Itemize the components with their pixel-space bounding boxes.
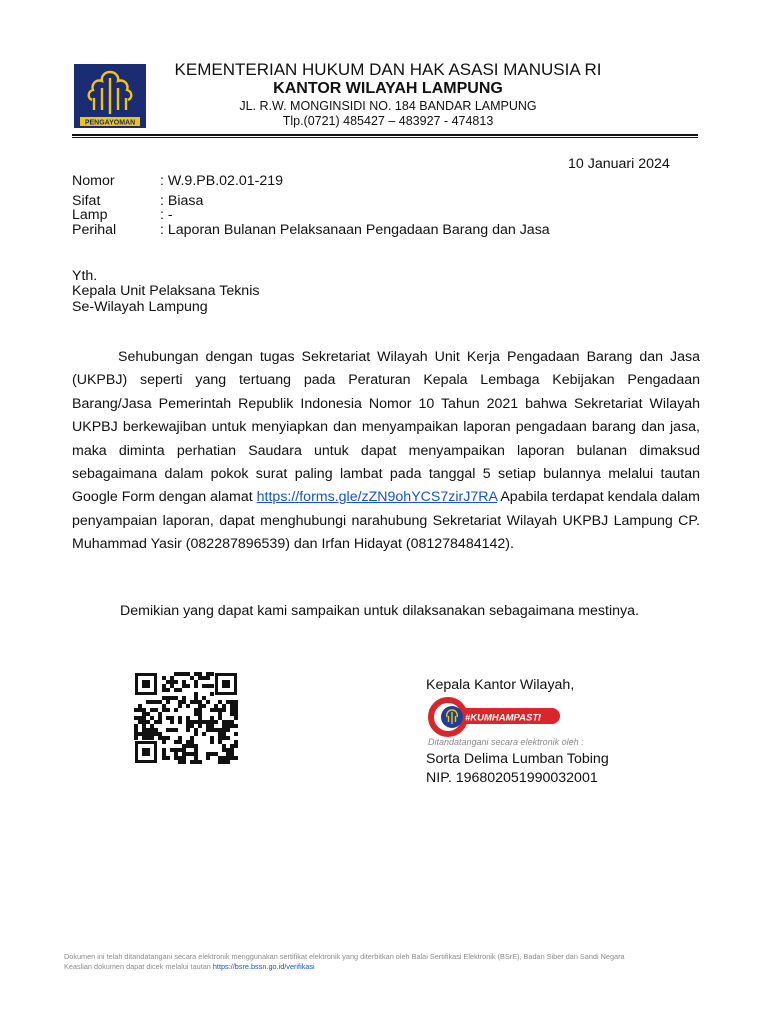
qr-module bbox=[150, 700, 154, 704]
qr-module bbox=[218, 756, 222, 760]
qr-module bbox=[166, 756, 170, 760]
qr-module bbox=[214, 708, 218, 712]
qr-module bbox=[154, 700, 158, 704]
qr-module bbox=[222, 732, 226, 736]
qr-module bbox=[226, 720, 230, 724]
qr-module bbox=[170, 696, 174, 700]
qr-module bbox=[230, 704, 234, 708]
qr-module bbox=[214, 720, 218, 724]
qr-module bbox=[186, 740, 190, 744]
qr-module bbox=[142, 712, 146, 716]
qr-module bbox=[234, 716, 238, 720]
qr-module bbox=[218, 740, 222, 744]
qr-module bbox=[186, 704, 190, 708]
qr-module bbox=[194, 700, 198, 704]
qr-module bbox=[170, 676, 174, 680]
qr-module bbox=[198, 720, 202, 724]
qr-module bbox=[194, 744, 198, 748]
qr-module bbox=[182, 672, 186, 676]
logo-caption: PENGAYOMAN bbox=[84, 119, 136, 127]
qr-module bbox=[218, 732, 222, 736]
letter-date: 10 Januari 2024 bbox=[568, 156, 670, 172]
qr-module bbox=[162, 696, 166, 700]
qr-module bbox=[162, 688, 166, 692]
qr-module bbox=[194, 692, 198, 696]
qr-module bbox=[206, 756, 210, 760]
footer-prefix: Keaslian dokumen dapat dicek melalui tautan bbox=[64, 962, 213, 971]
qr-module bbox=[166, 736, 170, 740]
qr-module bbox=[202, 732, 206, 736]
qr-module bbox=[170, 728, 174, 732]
qr-module bbox=[138, 708, 142, 712]
qr-module bbox=[174, 728, 178, 732]
qr-module bbox=[186, 720, 190, 724]
qr-module bbox=[166, 728, 170, 732]
qr-module bbox=[198, 708, 202, 712]
qr-module bbox=[174, 680, 178, 684]
qr-module bbox=[190, 700, 194, 704]
qr-module bbox=[182, 748, 186, 752]
qr-module bbox=[170, 716, 174, 720]
qr-module bbox=[182, 696, 186, 700]
qr-module bbox=[226, 760, 230, 764]
body-paragraph bbox=[72, 346, 700, 557]
google-form-link[interactable]: https://forms.gle/zZN9ohYCS7zirJ7RA bbox=[256, 489, 498, 506]
qr-module bbox=[178, 748, 182, 752]
qr-module bbox=[158, 716, 162, 720]
qr-module bbox=[190, 744, 194, 748]
qr-module bbox=[190, 724, 194, 728]
qr-module bbox=[206, 720, 210, 724]
qr-module bbox=[162, 736, 166, 740]
office-address: JL. R.W. MONGINSIDI NO. 184 BANDAR LAMPUNG bbox=[239, 99, 537, 113]
qr-module bbox=[222, 760, 226, 764]
qr-module bbox=[146, 720, 150, 724]
qr-module bbox=[202, 676, 206, 680]
qr-module bbox=[154, 708, 158, 712]
qr-module bbox=[202, 696, 206, 700]
qr-module bbox=[166, 688, 170, 692]
qr-module bbox=[186, 672, 190, 676]
qr-module bbox=[138, 720, 142, 724]
qr-module bbox=[218, 716, 222, 720]
qr-module bbox=[174, 740, 178, 744]
footer-line-1: Dokumen ini telah ditandatangani secara elektronik menggunakan sertifikat elektronik yang diterbitkan oleh Balai Sertifikasi Elektronik (BSrE), Badan Siber dan Sandi Negara bbox=[64, 952, 625, 961]
qr-module bbox=[146, 732, 150, 736]
pengayoman-logo bbox=[74, 64, 146, 128]
qr-module bbox=[170, 748, 174, 752]
qr-module bbox=[230, 708, 234, 712]
qr-module bbox=[190, 752, 194, 756]
meta-value-nomor: : W.9.PB.02.01-219 bbox=[160, 173, 284, 189]
qr-module bbox=[190, 760, 194, 764]
e-signature-note: Ditandatangani secara elektronik oleh : bbox=[428, 737, 584, 747]
qr-module bbox=[182, 752, 186, 756]
qr-module bbox=[202, 720, 206, 724]
qr-module bbox=[186, 724, 190, 728]
qr-module bbox=[210, 752, 214, 756]
signatory-nip: NIP. 196802051990032001 bbox=[426, 770, 598, 786]
signatory-name: Sorta Delima Lumban Tobing bbox=[426, 751, 609, 767]
qr-module bbox=[198, 712, 202, 716]
qr-module bbox=[154, 732, 158, 736]
qr-module bbox=[150, 724, 154, 728]
qr-module bbox=[210, 736, 214, 740]
qr-module bbox=[194, 728, 198, 732]
qr-module bbox=[230, 748, 234, 752]
qr-module bbox=[202, 704, 206, 708]
qr-module bbox=[206, 676, 210, 680]
signatory-title: Kepala Kantor Wilayah, bbox=[426, 677, 575, 693]
qr-module bbox=[174, 696, 178, 700]
qr-module bbox=[234, 712, 238, 716]
qr-module bbox=[158, 732, 162, 736]
qr-module bbox=[142, 708, 146, 712]
qr-module bbox=[174, 708, 178, 712]
body-text: Sehubungan dengan tugas Sekretariat Wilayah Unit Kerja Pengadaan Barang dan Jasa (UKPBJ) seperti yang tertuang pada Peraturan Kepala Lembaga Kebijakan Pengadaan Barang/Jasa Pemerintah Republik Indonesia Nomor 10 Tahun 2021 bahwa Sekretariat Wilayah UKPBJ berkewajiban untuk menyiapkan dan menyampaikan laporan pengadaan barang dan jasa, maka diminta perhatian Saudara untuk dapat menyampaikan laporan bulanan dimaksud sebagaimana dalam pokok surat paling lambat pada tanggal 5 setiap bulannya melalui tautan Google Form dengan alamat bbox=[72, 349, 700, 506]
qr-module bbox=[182, 760, 186, 764]
qr-module bbox=[234, 700, 238, 704]
qr-module bbox=[190, 736, 194, 740]
qr-module bbox=[230, 712, 234, 716]
qr-module bbox=[138, 704, 142, 708]
qr-module bbox=[226, 700, 230, 704]
qr-module bbox=[194, 756, 198, 760]
meta-label-lamp: Lamp bbox=[72, 207, 108, 223]
qr-module bbox=[194, 760, 198, 764]
qr-module bbox=[162, 704, 166, 708]
qr-module bbox=[174, 752, 178, 756]
qr-module bbox=[178, 704, 182, 708]
letter-body bbox=[72, 346, 700, 557]
qr-module bbox=[222, 748, 226, 752]
qr-module bbox=[206, 752, 210, 756]
qr-module bbox=[194, 672, 198, 676]
qr-module bbox=[222, 728, 226, 732]
qr-module bbox=[170, 680, 174, 684]
qr-module bbox=[186, 728, 190, 732]
qr-module bbox=[206, 672, 210, 676]
qr-module bbox=[150, 728, 154, 732]
qr-module bbox=[142, 728, 146, 732]
qr-module bbox=[178, 736, 182, 740]
qr-module bbox=[202, 684, 206, 688]
qr-module bbox=[222, 756, 226, 760]
qr-module bbox=[234, 732, 238, 736]
qr-module bbox=[194, 680, 198, 684]
qr-module bbox=[210, 692, 214, 696]
qr-module bbox=[210, 716, 214, 720]
qr-module bbox=[214, 728, 218, 732]
qr-module bbox=[222, 736, 226, 740]
qr-module bbox=[226, 748, 230, 752]
qr-module bbox=[178, 740, 182, 744]
meta-label-perihal: Perihal bbox=[72, 222, 117, 238]
qr-module bbox=[142, 720, 146, 724]
qr-module bbox=[150, 716, 154, 720]
qr-module bbox=[226, 736, 230, 740]
qr-module bbox=[210, 672, 214, 676]
qr-module bbox=[146, 712, 150, 716]
qr-module bbox=[230, 700, 234, 704]
qr-module bbox=[178, 672, 182, 676]
qr-module bbox=[222, 724, 226, 728]
qr-module bbox=[234, 724, 238, 728]
qr-module bbox=[222, 744, 226, 748]
qr-module bbox=[206, 684, 210, 688]
qr-module bbox=[194, 720, 198, 724]
qr-module bbox=[134, 736, 138, 740]
qr-module bbox=[190, 676, 194, 680]
qr-module bbox=[186, 744, 190, 748]
qr-module bbox=[234, 756, 238, 760]
qr-module bbox=[210, 720, 214, 724]
qr-module bbox=[230, 720, 234, 724]
qr-module bbox=[150, 732, 154, 736]
qr-module bbox=[178, 760, 182, 764]
footer-line-2 bbox=[64, 962, 744, 972]
qr-module bbox=[198, 704, 202, 708]
qr-module bbox=[198, 672, 202, 676]
qr-module bbox=[162, 748, 166, 752]
qr-module bbox=[170, 684, 174, 688]
qr-module bbox=[162, 752, 166, 756]
qr-module bbox=[182, 684, 186, 688]
qr-module bbox=[138, 732, 142, 736]
qr-module bbox=[226, 756, 230, 760]
qr-module bbox=[218, 760, 222, 764]
qr-module bbox=[190, 740, 194, 744]
qr-module bbox=[210, 708, 214, 712]
qr-module bbox=[166, 700, 170, 704]
qr-module bbox=[134, 728, 138, 732]
letterhead-rule-thin bbox=[72, 137, 698, 138]
qr-module bbox=[178, 700, 182, 704]
qr-module bbox=[210, 724, 214, 728]
qr-module bbox=[158, 720, 162, 724]
qr-module bbox=[178, 756, 182, 760]
qr-module bbox=[194, 752, 198, 756]
qr-module bbox=[230, 756, 234, 760]
office-phone: Tlp.(0721) 485427 – 483927 - 474813 bbox=[282, 114, 494, 128]
qr-module bbox=[134, 708, 138, 712]
qr-module bbox=[210, 728, 214, 732]
qr-module bbox=[166, 680, 170, 684]
recipient-salutation: Yth. bbox=[72, 268, 98, 284]
qr-module bbox=[166, 696, 170, 700]
qr-module bbox=[198, 676, 202, 680]
qr-module bbox=[198, 760, 202, 764]
office-name: KANTOR WILAYAH LAMPUNG bbox=[273, 80, 503, 97]
qr-module bbox=[182, 744, 186, 748]
qr-module bbox=[162, 756, 166, 760]
qr-module bbox=[234, 740, 238, 744]
qr-module bbox=[214, 752, 218, 756]
ministry-name: KEMENTERIAN HUKUM DAN HAK ASASI MANUSIA RI bbox=[174, 60, 602, 79]
qr-module bbox=[182, 700, 186, 704]
qr-module bbox=[142, 736, 146, 740]
qr-module bbox=[158, 712, 162, 716]
qr-module bbox=[210, 740, 214, 744]
qr-module bbox=[162, 708, 166, 712]
qr-module bbox=[174, 688, 178, 692]
qr-module bbox=[134, 724, 138, 728]
qr-module bbox=[182, 680, 186, 684]
qr-module bbox=[218, 708, 222, 712]
closing-sentence: Demikian yang dapat kami sampaikan untuk dilaksanakan sebagaimana mestinya. bbox=[120, 603, 639, 619]
qr-module bbox=[158, 736, 162, 740]
recipient-region: Se-Wilayah Lampung bbox=[72, 299, 208, 315]
qr-module bbox=[154, 728, 158, 732]
qr-module bbox=[206, 728, 210, 732]
qr-module bbox=[218, 736, 222, 740]
qr-module bbox=[218, 700, 222, 704]
qr-module bbox=[218, 712, 222, 716]
qr-module bbox=[194, 684, 198, 688]
qr-module bbox=[230, 752, 234, 756]
qr-module bbox=[170, 720, 174, 724]
qr-module bbox=[222, 708, 226, 712]
meta-label-nomor: Nomor bbox=[72, 173, 115, 189]
qr-module bbox=[150, 736, 154, 740]
qr-module bbox=[162, 740, 166, 744]
qr-module bbox=[198, 724, 202, 728]
qr-module bbox=[198, 716, 202, 720]
qr-module bbox=[194, 712, 198, 716]
qr-module bbox=[222, 704, 226, 708]
qr-module bbox=[222, 720, 226, 724]
verification-footer bbox=[64, 952, 744, 972]
kumhampasti-badge bbox=[428, 697, 568, 737]
qr-module bbox=[214, 704, 218, 708]
qr-module bbox=[178, 688, 182, 692]
meta-value-perihal: : Laporan Bulanan Pelaksanaan Pengadaan Barang dan Jasa bbox=[160, 222, 550, 238]
letterhead-rule bbox=[72, 134, 698, 136]
qr-module bbox=[166, 708, 170, 712]
recipient-position: Kepala Unit Pelaksana Teknis bbox=[72, 283, 260, 299]
qr-module bbox=[134, 716, 138, 720]
meta-label-sifat: Sifat bbox=[72, 193, 101, 209]
qr-module bbox=[146, 700, 150, 704]
qr-module bbox=[142, 732, 146, 736]
qr-module bbox=[230, 744, 234, 748]
qr-module bbox=[230, 724, 234, 728]
qr-module bbox=[206, 724, 210, 728]
qr-module bbox=[174, 756, 178, 760]
qr-module bbox=[162, 676, 166, 680]
badge-text: #KUMHAMPASTI bbox=[465, 712, 541, 724]
qr-module bbox=[210, 684, 214, 688]
qr-module bbox=[218, 728, 222, 732]
qr-module bbox=[194, 748, 198, 752]
qr-module bbox=[146, 736, 150, 740]
qr-module bbox=[162, 684, 166, 688]
qr-module bbox=[150, 708, 154, 712]
qr-module bbox=[186, 684, 190, 688]
body-text-contact: Apabila terdapat kendala dalam penyampaian laporan, dapat menghubungi narahubung Sekretariat Wilayah UKPBJ Lampung CP. Muhammad Yasir (082287896539) dan Irfan Hidayat (081278484142). bbox=[72, 489, 700, 553]
qr-module bbox=[194, 732, 198, 736]
qr-module bbox=[182, 756, 186, 760]
qr-module bbox=[194, 696, 198, 700]
qr-module bbox=[226, 752, 230, 756]
qr-module bbox=[194, 708, 198, 712]
qr-module bbox=[198, 700, 202, 704]
qr-module bbox=[138, 716, 142, 720]
qr-module bbox=[134, 732, 138, 736]
qr-module bbox=[146, 728, 150, 732]
qr-module bbox=[234, 744, 238, 748]
qr-module bbox=[234, 704, 238, 708]
qr-module bbox=[174, 748, 178, 752]
qr-module bbox=[226, 724, 230, 728]
qr-module bbox=[158, 700, 162, 704]
qr-module bbox=[178, 716, 182, 720]
qr-module bbox=[186, 716, 190, 720]
qr-module bbox=[190, 720, 194, 724]
qr-module bbox=[234, 708, 238, 712]
qr-code-icon[interactable] bbox=[134, 672, 238, 764]
meta-value-lamp: : - bbox=[160, 207, 173, 223]
bsre-verify-link[interactable]: https://bsre.bssn.go.id/verifikasi bbox=[212, 962, 315, 971]
meta-value-sifat: : Biasa bbox=[160, 193, 204, 209]
qr-module bbox=[174, 672, 178, 676]
qr-module bbox=[226, 728, 230, 732]
qr-module bbox=[142, 724, 146, 728]
qr-module bbox=[142, 716, 146, 720]
qr-module bbox=[206, 700, 210, 704]
qr-module bbox=[178, 720, 182, 724]
qr-module bbox=[186, 752, 190, 756]
qr-module bbox=[154, 720, 158, 724]
qr-module bbox=[166, 716, 170, 720]
